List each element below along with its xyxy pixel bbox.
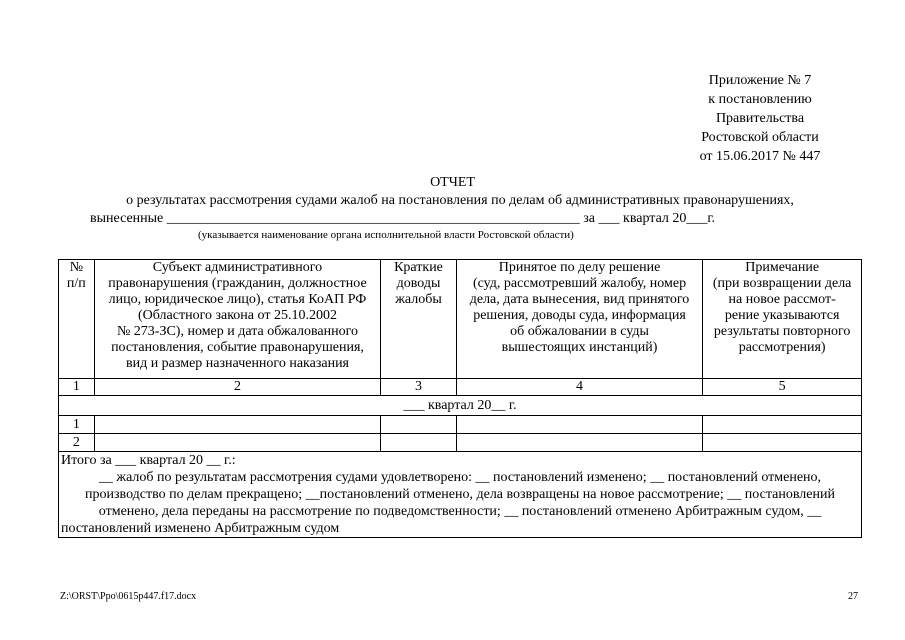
table-cell — [94, 434, 381, 452]
issued-note: (указывается наименование органа исполнительной власти Ростовской области) — [198, 229, 574, 241]
summary-heading: Итого за ___ квартал 20 __ г.: — [61, 453, 236, 468]
table-row — [59, 416, 862, 434]
header-text: (суд, рассмотревший жалобу, номер — [472, 276, 687, 291]
header-text: Принятое по делу решение — [498, 260, 661, 275]
report-table — [58, 259, 862, 538]
header-text: Субъект административного — [152, 260, 323, 275]
header-text: № 273-ЗС), номер и дата обжалованного — [116, 324, 359, 339]
column-number: 1 — [59, 379, 95, 396]
header-text: рение указываются — [724, 308, 840, 323]
appendix-line: Правительства — [715, 111, 805, 126]
header-text: решения, доводы суда, информация — [473, 308, 686, 323]
header-text: п/п — [66, 276, 86, 291]
header-text: № — [69, 260, 84, 275]
header-text: Краткие — [394, 260, 443, 275]
table-cell — [703, 416, 862, 434]
column-number: 4 — [456, 379, 703, 396]
table-cell — [703, 434, 862, 452]
header-text: на новое рассмот- — [728, 292, 836, 307]
table-cell — [381, 434, 457, 452]
table-cell — [381, 416, 457, 434]
quarter-label: ___ квартал 20__ г. — [59, 396, 862, 416]
summary-row — [59, 452, 862, 538]
issued-line: вынесенные ___________________________________________________________ за ___ квартал 20___г. — [90, 211, 716, 226]
file-path: Z:\ORST\Ppo\0615p447.f17.docx — [60, 591, 197, 602]
header-cell-number — [59, 260, 95, 379]
appendix-line: Приложение № 7 — [708, 73, 812, 88]
row-number: 2 — [59, 434, 95, 452]
summary-body: __ жалоб по результатам рассмотрения судами удовлетворено: __ постановлений изменено; __ постановлений отменено, производство по делам прекращено; __постановлений отменено, дела возвращены на новое рассмотрение; __ постановлений отменено, дела переданы на рассмотрение по подведомственности; __ постановлений отменено Арбитражным судом, __ постановлений изменено Арбитражным судом — [61, 470, 835, 536]
header-cell-subject — [94, 260, 381, 379]
row-number: 1 — [59, 416, 95, 434]
table-cell — [94, 416, 381, 434]
quarter-row — [59, 396, 862, 416]
header-text: лицо, юридическое лицо), статья КоАП РФ — [108, 292, 367, 307]
header-text: об обжаловании в суды — [510, 324, 649, 339]
header-text: (при возвращении дела — [712, 276, 852, 291]
table-cell — [456, 416, 703, 434]
header-text: доводы — [396, 276, 441, 291]
column-number: 5 — [703, 379, 862, 396]
header-text: правонарушения (гражданин, должностное — [108, 276, 367, 291]
header-text: Примечание — [745, 260, 820, 275]
header-text: результаты повторного — [713, 324, 851, 339]
page-number: 27 — [848, 591, 858, 602]
header-text: вид и размер назначенного наказания — [125, 356, 349, 371]
appendix-line: к постановлению — [708, 92, 812, 107]
table-row — [59, 434, 862, 452]
appendix-line: от 15.06.2017 № 447 — [699, 149, 821, 164]
header-text: дела, дата вынесения, вид принятого — [469, 292, 690, 307]
header-text: жалобы — [395, 292, 442, 307]
report-subtitle: о результатах рассмотрения судами жалоб на постановления по делам об административных правонарушениях, — [126, 193, 794, 208]
header-text: (Областного закона от 25.10.2002 — [138, 308, 337, 323]
header-text: постановления, событие правонарушения, — [111, 340, 364, 355]
header-cell-decision — [456, 260, 703, 379]
table-header-row — [59, 260, 862, 379]
report-title: ОТЧЕТ — [430, 175, 475, 190]
header-text: рассмотрения) — [738, 340, 826, 355]
table-cell — [456, 434, 703, 452]
column-number: 3 — [381, 379, 457, 396]
header-cell-arguments — [381, 260, 457, 379]
header-text: вышестоящих инстанций) — [501, 340, 658, 355]
column-number-row — [59, 379, 862, 396]
appendix-line: Ростовской области — [701, 130, 819, 145]
summary-cell — [59, 452, 862, 538]
appendix-block — [660, 71, 860, 166]
header-cell-note — [703, 260, 862, 379]
column-number: 2 — [94, 379, 381, 396]
